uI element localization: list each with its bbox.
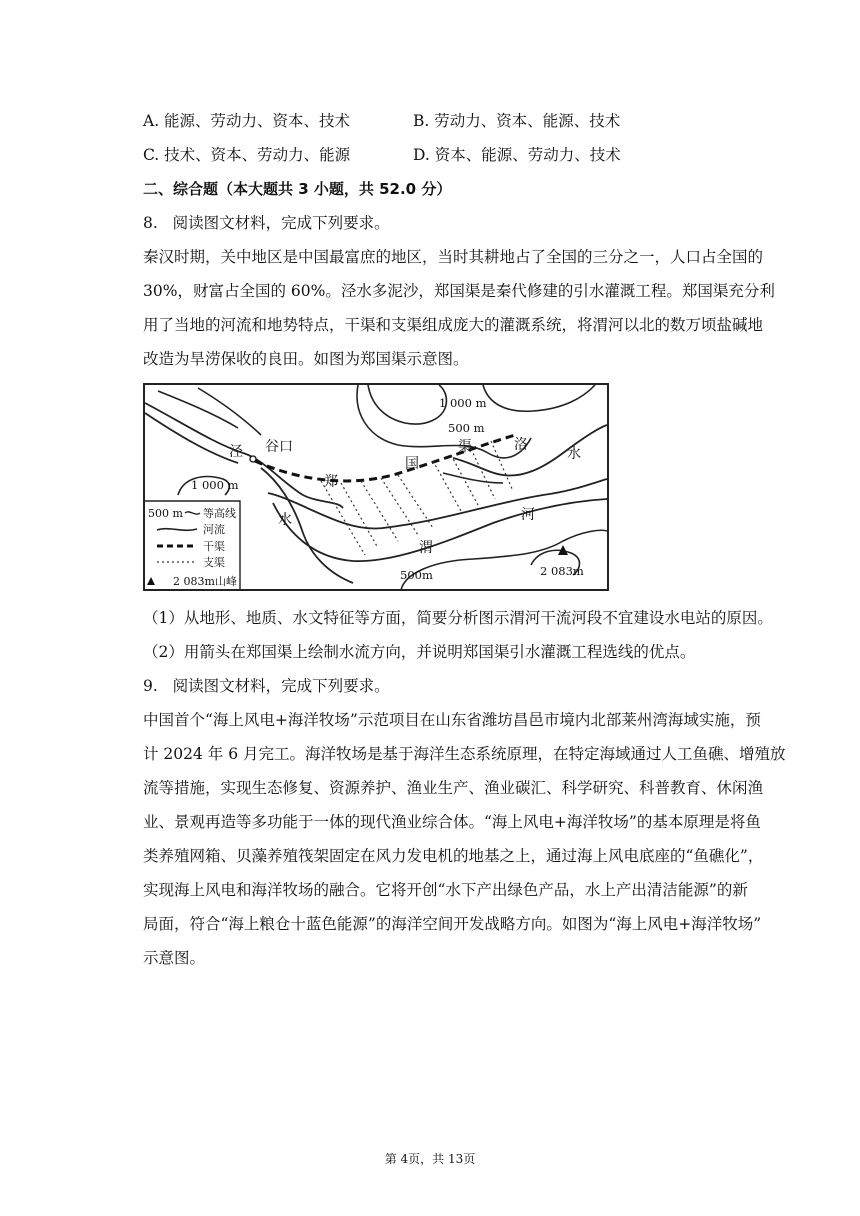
contour-label-500-bottom: 500m xyxy=(400,568,433,582)
label-guo: 国 xyxy=(405,456,419,472)
section-heading: 二、综合题（本大题共 3 小题，共 52.0 分） xyxy=(143,180,452,198)
q9-passage-line: 计 2024 年 6 月完工。海洋牧场是基于海洋生态系统原理，在特定海域通过人工鱼礁、增殖放 xyxy=(143,745,786,763)
q8-passage-line: 改造为旱涝保收的良田。如图为郑国渠示意图。 xyxy=(143,350,469,368)
option-b: B. 劳动力、资本、能源、技术 xyxy=(413,112,621,130)
label-wei: 渭 xyxy=(419,540,433,556)
q8-passage-line: 30%，财富占全国的 60%。泾水多泥沙，郑国渠是秦代修建的引水灌溉工程。郑国渠充分利 xyxy=(143,282,775,300)
legend-branch-canal-label: 支渠 xyxy=(203,556,225,569)
q8-passage-line: 秦汉时期，关中地区是中国最富庶的地区，当时其耕地占了全国的三分之一，人口占全国的 xyxy=(143,248,764,266)
zhengguo-canal-map xyxy=(143,383,609,591)
label-zheng: 郑 xyxy=(324,474,338,490)
legend-contour-label: 等高线 xyxy=(203,507,236,520)
option-d: D. 资本、能源、劳动力、技术 xyxy=(413,146,621,164)
label-shui-luo: 水 xyxy=(567,446,581,462)
q8-header xyxy=(143,213,390,233)
q9-passage-line: 实现海上风电和海洋牧场的融合。它将开创“水下产出绿色产品，水上产出清洁能源”的新 xyxy=(143,881,748,899)
q9-number: 9. xyxy=(143,677,158,695)
q9-passage-line: 局面，符合“海上粮仓十蓝色能源”的海洋空间开发战略方向。如图为“海上风电+海洋牧场” xyxy=(143,915,762,933)
option-a: A. 能源、劳动力、资本、技术 xyxy=(143,112,351,130)
option-c: C. 技术、资本、劳动力、能源 xyxy=(143,146,351,164)
legend-peak-value: 2 083m xyxy=(173,575,215,588)
q9-passage-line: 示意图。 xyxy=(143,949,206,967)
label-luo: 洛 xyxy=(514,437,528,453)
page-footer: 第 4页，共 13页 xyxy=(384,1152,476,1166)
q9-passage-line: 中国首个“海上风电+海洋牧场”示范项目在山东省潍坊昌邑市境内北部莱州湾海域实施，预 xyxy=(143,711,761,729)
label-qu: 渠 xyxy=(458,439,472,455)
q9-passage-line: 流等措施，实现生态修复、资源养护、渔业生产、渔业碳汇、科学研究、科普教育、休闲渔 xyxy=(143,779,764,797)
q9-passage-line: 类养殖网箱、贝藻养殖筏架固定在风力发电机的地基之上，通过海上风电底座的“鱼礁化”， xyxy=(143,847,764,865)
q8-subquestion-2: （2）用箭头在郑国渠上绘制水流方向，并说明郑国渠引水灌溉工程选线的优点。 xyxy=(143,643,696,661)
label-jing: 泾 xyxy=(229,444,243,460)
label-shui-jing: 水 xyxy=(278,512,292,528)
q8-number: 8. xyxy=(143,214,158,232)
contour-label-500: 500 m xyxy=(448,421,485,435)
peak-elevation-label: 2 083m xyxy=(540,564,584,578)
q9-passage-line: 业、景观再造等多功能于一体的现代渔业综合体。“海上风电+海洋牧场”的基本原理是将鱼 xyxy=(143,813,761,831)
q9-header xyxy=(143,676,390,696)
q9-prompt: 阅读图文材料，完成下列要求。 xyxy=(172,677,390,695)
label-he: 河 xyxy=(521,507,535,523)
canal-intake-point xyxy=(250,456,256,462)
label-gukou: 谷口 xyxy=(265,439,293,455)
legend-river-label: 河流 xyxy=(203,523,225,536)
legend-main-canal-label: 干渠 xyxy=(203,540,225,553)
q8-prompt: 阅读图文材料，完成下列要求。 xyxy=(172,214,390,232)
legend-peak-label: 山峰 xyxy=(215,575,237,588)
contour-label-1000-left: 1 000 m xyxy=(191,478,239,492)
q8-passage-line: 用了当地的河流和地势特点，干渠和支渠组成庞大的灌溉系统，将渭河以北的数万顷盐碱地 xyxy=(143,316,764,334)
q8-subquestion-1: （1）从地形、地质、水文特征等方面，简要分析图示渭河干流河段不宜建设水电站的原因。 xyxy=(143,609,773,627)
legend-contour-value: 500 m xyxy=(148,507,183,520)
contour-label-1000: 1 000 m xyxy=(439,396,487,410)
